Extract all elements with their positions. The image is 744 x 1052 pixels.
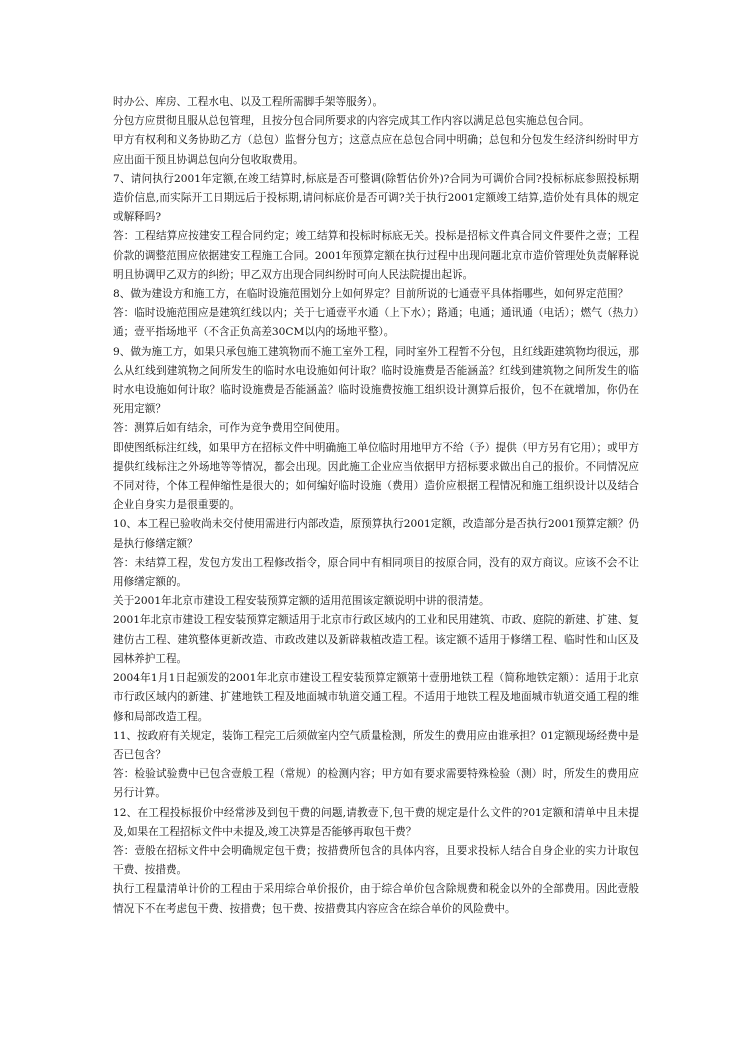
paragraph: 2001年北京市建设工程安装预算定额适用于北京市行政区域内的工业和民用建筑、市政、庭院的新建、扩建、复建仿古工程、建筑整体更新改造、市政改建以及新辟栽植改造工程。该定额不适用于修缮工程、临时性和山区及园林养护工程。 <box>113 614 639 665</box>
answer-paragraph: 答：未结算工程，发包方发出工程修改指令，原合同中有相同项目的按原合同，没有的双方商议。应该不会不让用修缮定额的。 <box>113 556 639 589</box>
answer-paragraph: 答：临时设施范围应是建筑红线以内；关于七通壹平水通（上下水）；路通；电通；通讯通（电话）；燃气（热力）通；壹平指场地平（不含正负高差30CM以内的场地平整）。 <box>113 307 639 339</box>
paragraph: 2004年1月1日起颁发的2001年北京市建设工程安装预算定额第十壹册地铁工程（简称地铁定额）：适用于北京市行政区域内的新建、扩建地铁工程及地面城市轨道交通工程。不适用于地铁工程及地面城市轨道交通工程的维修和局部改造工程。 <box>113 672 639 723</box>
paragraph: 甲方有权利和义务协助乙方（总包）监督分包方；这意点应在总包合同中明确；总包和分包发生经济纠纷时甲方应出面干预且协调总包向分包收取费用。 <box>113 134 639 166</box>
question-paragraph: 8、做为建设方和施工方，在临时设施范围划分上如何界定？目前所说的七通壹平具体指哪些，如何界定范围？ <box>113 288 629 301</box>
answer-paragraph: 答：检验试验费中已包含壹般工程（常规）的检测内容；甲方如有要求需要特殊检验（测）时，所发生的费用应另行计算。 <box>113 768 639 800</box>
answer-paragraph: 答：壹般在招标文件中会明确规定包干费；按措费所包含的具体内容，且要求投标人结合自身企业的实力计取包干费、按措费。 <box>113 844 639 877</box>
paragraph: 时办公、库房、工程水电、以及工程所需脚手架等服务）。 <box>113 96 384 108</box>
paragraph: 分包方应贯彻且服从总包管理，且按分包合同所要求的内容完成其工作内容以满足总包实施总包合同。 <box>113 115 590 128</box>
question-paragraph: 11、按政府有关规定，装饰工程完工后须做室内空气质量检测，所发生的费用应由谁承担？01定额现场经费中是否已包含？ <box>113 729 639 761</box>
question-paragraph: 12、在工程投标报价中经常涉及到包干费的问题,请教壹下,包干费的规定是什么文件的?01定额和清单中且未提及,如果在工程招标文件中未提及,竣工决算是否能够再取包干费？ <box>113 806 639 838</box>
answer-paragraph: 答：工程结算应按建安工程合同约定；竣工结算和投标时标底无关。投标是招标文件真合同文件要件之壹；工程价款的调整范围应依据建安工程施工合同。2001年预算定额在执行过程中出现问题北京市造价管理处负责解释说明且协调甲乙双方的纠纷；甲乙双方出现合同纠纷时可向人民法院提出起诉。 <box>113 230 639 281</box>
question-paragraph: 7、请问执行2001年定额,在竣工结算时,标底是否可整调(除暂估价外)?合同为可调价合同?投标标底参照投标期造价信息,而实际开工日期远后于投标期,请问标底价是否可调?关于执行2001定额竣工结算,造价处有具体的规定或解释吗? <box>113 172 639 224</box>
paragraph: 即使图纸标注红线，如果甲方在招标文件中明确施工单位临时用地甲方不给（予）提供（甲方另有它用）；或甲方提供红线标注之外场地等等情况，都会出现。因此施工企业应当依据甲方招标要求做出自己的报价。不同情况应不同对待，个体工程伸缩性是很大的；如何编好临时设施（费用）造价应根据工程情况和施工组织设计以及结合企业自身实力是很重要的。 <box>113 441 639 512</box>
question-paragraph: 10、本工程已验收尚未交付使用需进行内部改造，原预算执行2001定额，改造部分是否执行2001预算定额？仍是执行修缮定额？ <box>113 518 639 550</box>
document-body <box>113 93 639 919</box>
paragraph: 关于2001年北京市建设工程安装预算定额的适用范围该定额说明中讲的很清楚。 <box>113 595 490 608</box>
answer-paragraph: 答：测算后如有结余，可作为竞争费用空间使用。 <box>113 422 347 435</box>
question-paragraph: 9、做为施工方，如果只承包施工建筑物而不施工室外工程，同时室外工程暂不分包，且红线距建筑物均很远，那么从红线到建筑物之间所发生的临时水电设施如何计取？临时设施费是否能涵盖？红线到建筑物之间所发生的临时水电设施如何计取？临时设施费是否能涵盖？临时设施费按施工组织设计测算后报价，包不在就增加，你仍在死用定额？ <box>113 345 639 416</box>
paragraph: 执行工程量清单计价的工程由于采用综合单价报价，由于综合单价包含除规费和税金以外的全部费用。因此壹般情况下不在考虑包干费、按措费；包干费、按措费其内容应含在综合单价的风险费中。 <box>113 883 639 915</box>
